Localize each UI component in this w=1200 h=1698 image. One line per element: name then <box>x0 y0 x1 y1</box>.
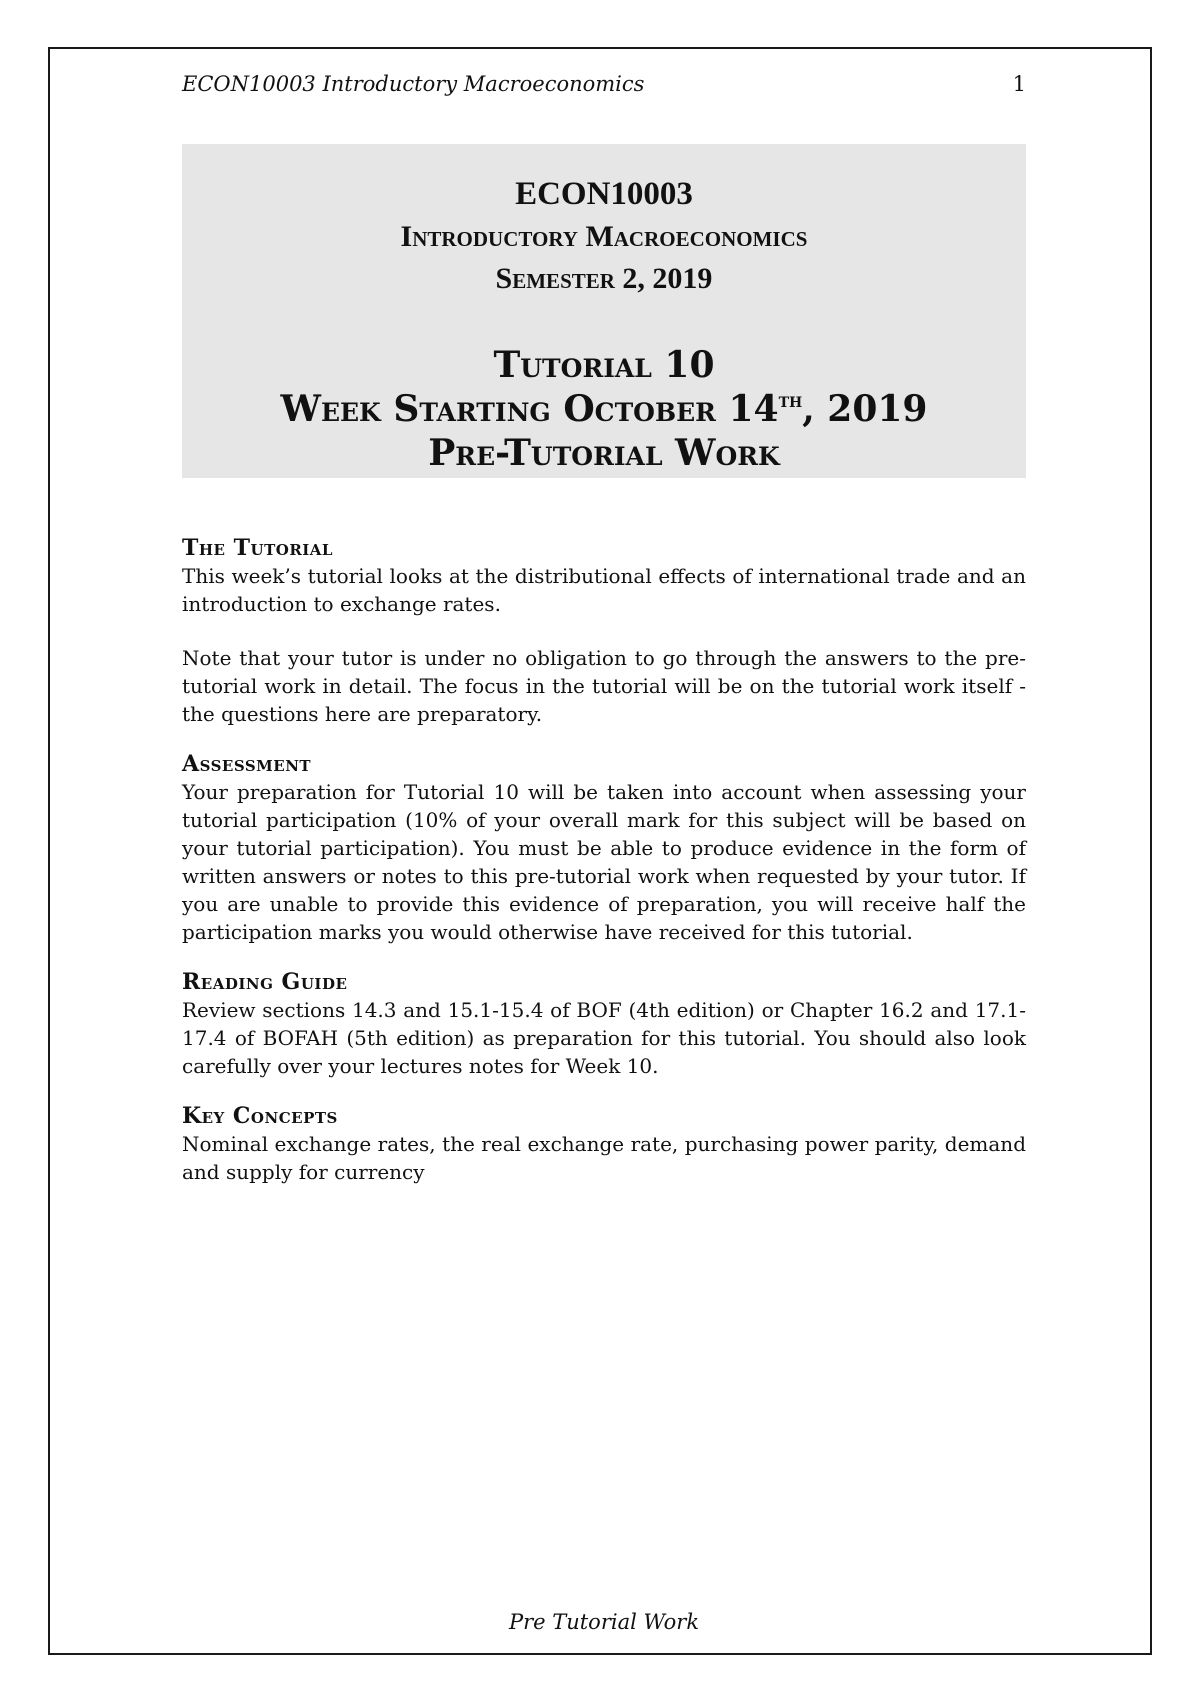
section-heading: Reading Guide <box>182 969 348 995</box>
semester-label: Semester 2, 2019 <box>495 262 713 295</box>
section-heading: Key Concepts <box>182 1103 338 1129</box>
document-subtitle: Pre-Tutorial Work <box>428 432 780 474</box>
page-number: 1 <box>1012 72 1026 96</box>
paragraph: This week’s tutorial looks at the distributional effects of international trade and an introduction to exchange rates. <box>182 564 1026 616</box>
section-key-concepts <box>182 1102 1026 1186</box>
section-reading-guide <box>182 968 1026 1080</box>
paragraph: Nominal exchange rates, the real exchange rate, purchasing power parity, demand and supply for currency <box>182 1132 1026 1184</box>
paragraph: Review sections 14.3 and 15.1-15.4 of BOF (4th edition) or Chapter 16.2 and 17.1-17.4 of BOFAH (5th edition) as preparation for this tutorial. You should also look carefully over your lectures notes for Week 10. <box>182 998 1026 1078</box>
section-heading: The Tutorial <box>182 535 333 561</box>
title-block <box>182 144 1026 478</box>
section-assessment <box>182 750 1026 946</box>
week-starting <box>182 388 1026 430</box>
main-content <box>182 534 1026 1208</box>
running-header <box>182 72 1026 102</box>
header-course-title: ECON10003 Introductory Macroeconomics <box>182 72 645 96</box>
course-code: ECON10003 <box>515 176 693 212</box>
paragraph: Note that your tutor is under no obligation to go through the answers to the pre-tutorial work in detail. The focus in the tutorial will be on the tutorial work itself - the questions here are preparatory. <box>182 646 1026 726</box>
section-the-tutorial <box>182 534 1026 728</box>
week-date-ordinal: th <box>778 388 803 412</box>
section-heading: Assessment <box>182 751 312 777</box>
week-starting-date: Week Starting October 14 <box>280 388 779 430</box>
course-name: Introductory Macroeconomics <box>400 220 808 253</box>
week-starting-year: , 2019 <box>802 388 928 430</box>
tutorial-number: Tutorial 10 <box>493 344 715 386</box>
paragraph: Your preparation for Tutorial 10 will be taken into account when assessing your tutorial participation (10% of your overall mark for this subject will be based on your tutorial participation). You must be able to produce evidence in the form of written answers or notes to this pre-tutorial work when requested by your tutor. If you are unable to provide this evidence of preparation, you will receive half the participation marks you would otherwise have received for this tutorial. <box>182 780 1026 944</box>
running-footer: Pre Tutorial Work <box>508 1610 700 1634</box>
